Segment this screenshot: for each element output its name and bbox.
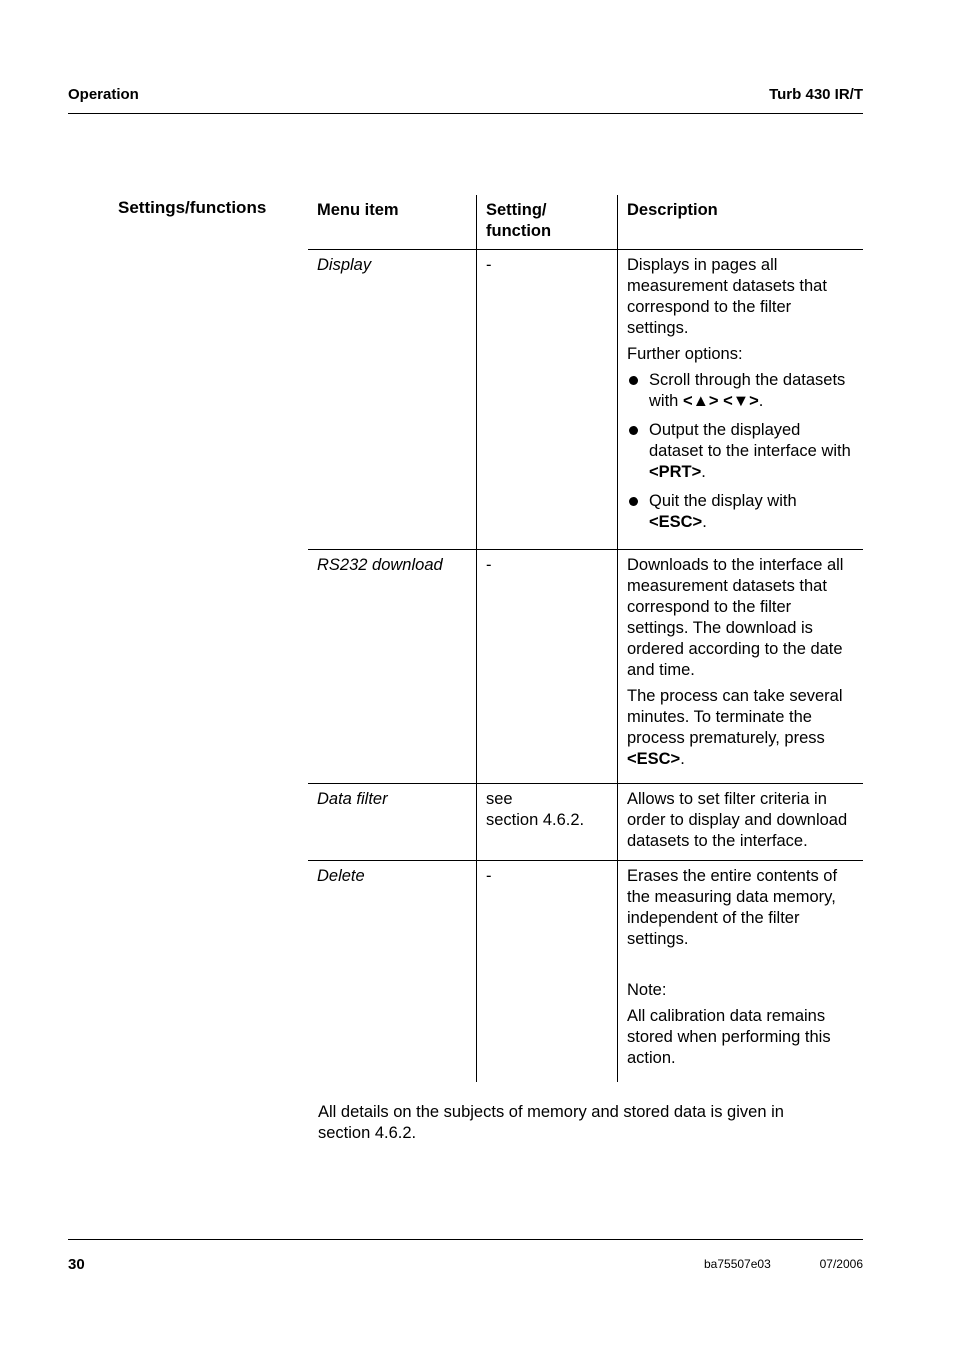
col-header-description: Description (618, 195, 864, 250)
description-delete (618, 861, 864, 1083)
setting-delete: - (477, 861, 618, 1083)
setting-data-filter: see section 4.6.2. (477, 784, 618, 861)
list-item: Scroll through the datasets with <▲> <▼>. (627, 370, 854, 412)
description-data-filter: Allows to set filter criteria in order to display and download datasets to the interface. (618, 784, 864, 861)
running-header-product: Turb 430 IR/T (769, 86, 863, 103)
settings-table (308, 195, 863, 1082)
document-id: ba75507e03 (704, 1257, 771, 1271)
setting-display: - (477, 250, 618, 550)
setting-rs232: - (477, 550, 618, 784)
table-header-row (308, 195, 863, 250)
header-rule (68, 113, 863, 114)
menu-item-delete: Delete (317, 867, 365, 885)
list-item: Quit the display with <ESC>. (627, 491, 854, 533)
description-display (618, 250, 864, 550)
delete-desc: Erases the entire contents of the measuring data memory, independent of the filter settings. (627, 867, 838, 948)
table-row-data-filter (308, 784, 863, 861)
description-rs232 (618, 550, 864, 784)
running-header-section: Operation (68, 86, 139, 103)
list-item: Output the displayed dataset to the interface with <PRT>. (627, 420, 854, 483)
footer-rule (68, 1239, 863, 1240)
col-header-setting-line1: Setting/ (486, 201, 547, 219)
delete-note-label: Note: (627, 981, 667, 999)
col-header-menu-item: Menu item (308, 195, 477, 250)
display-further: Further options: (627, 345, 743, 363)
delete-note: All calibration data remains stored when performing this action. (627, 1007, 831, 1067)
col-header-setting (477, 195, 618, 250)
table-row-display (308, 250, 863, 550)
display-desc: Displays in pages all measurement datasets that correspond to the filter settings. (627, 256, 827, 337)
side-heading: Settings/functions (118, 198, 267, 217)
menu-item-display: Display (308, 250, 477, 550)
rs232-desc2: The process can take several minutes. To terminate the process prematurely, press <ESC>. (627, 687, 843, 768)
table-row-rs232 (308, 550, 863, 784)
table-row-delete (308, 861, 863, 1083)
footnote-text: All details on the subjects of memory and stored data is given in section 4.6.2. (318, 1103, 784, 1142)
menu-item-data-filter: Data filter (308, 784, 477, 861)
rs232-desc: Downloads to the interface all measurement datasets that correspond to the filter settings. The download is ordered according to the date and time. (627, 556, 844, 679)
col-header-setting-line2: function (486, 222, 552, 240)
document-date: 07/2006 (819, 1257, 863, 1271)
page-number: 30 (68, 1256, 85, 1273)
display-options-list (627, 370, 854, 533)
menu-item-rs232: RS232 download (308, 550, 477, 784)
